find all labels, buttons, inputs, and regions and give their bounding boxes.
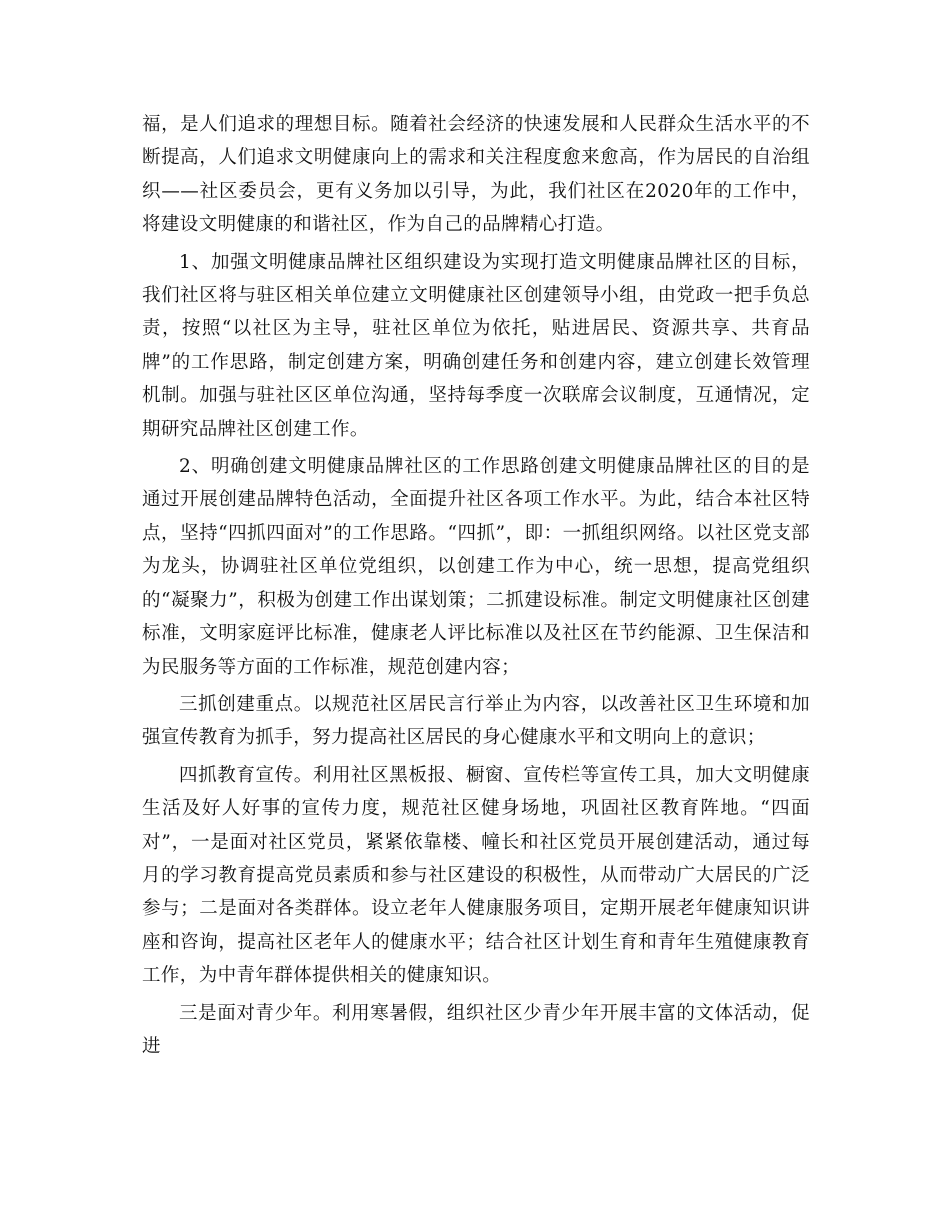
paragraph-youth: 三是面对青少年。利用寒暑假，组织社区少青少年开展丰富的文体活动，促进 <box>142 1002 810 1057</box>
paragraph-organization: 1、加强文明健康品牌社区组织建设为实现打造文明健康品牌社区的目标，我们社区将与驻区相关单位建立文明健康社区创建领导小组，由党政一把手负总责，按照“以社区为主导，驻社区单位为依托，贴进居民、资源共享、共育品牌”的工作思路，制定创建方案，明确创建任务和创建内容，建立创建长效管理机制。加强与驻社区区单位沟通，坚持每季度一次联席会议制度，互通情况，定期研究品牌社区创建工作。 <box>142 251 810 440</box>
paragraph-education-publicity: 四抓教育宣传。利用社区黑板报、橱窗、宣传栏等宣传工具，加大文明健康生活及好人好事的宣传力度，规范社区健身场地，巩固社区教育阵地。“四面对”，一是面对社区党员，紧紧依靠楼、幢长和社区党员开展创建活动，通过每月的学习教育提高党员素质和参与社区建设的积极性，从而带动广大居民的广泛参与；二是面对各类群体。设立老年人健康服务项目，定期开展老年健康知识讲座和咨询，提高社区老年人的健康水平；结合社区计划生育和青年生殖健康教育工作，为中青年群体提供相关的健康知识。 <box>142 764 810 987</box>
paragraph-intro: 福，是人们追求的理想目标。随着社会经济的快速发展和人民群众生活水平的不断提高，人们追求文明健康向上的需求和关注程度愈来愈高，作为居民的自治组织——社区委员会，更有义务加以引导，为此，我们社区在2020年的工作中，将建设文明健康的和谐社区，作为自己的品牌精心打造。 <box>142 114 810 236</box>
paragraph-key-points: 三抓创建重点。以规范社区居民言行举止为内容，以改善社区卫生环境和加强宣传教育为抓手，努力提高社区居民的身心健康水平和文明向上的意识； <box>142 693 810 749</box>
paragraph-work-approach: 2、明确创建文明健康品牌社区的工作思路创建文明健康品牌社区的目的是通过开展创建品牌特色活动，全面提升社区各项工作水平。为此，结合本社区特点，坚持“四抓四面对”的工作思路。“四抓”，即：一抓组织网络。以社区党支部为龙头，协调驻社区单位党组织，以创建工作为中心，统一思想，提高党组织的“凝聚力”，积极为创建工作出谋划策；二抓建设标准。制定文明健康社区创建标准，文明家庭评比标准，健康老人评比标准以及社区在节约能源、卫生保洁和为民服务等方面的工作标准，规范创建内容； <box>142 456 810 678</box>
document-body <box>142 108 810 1067</box>
